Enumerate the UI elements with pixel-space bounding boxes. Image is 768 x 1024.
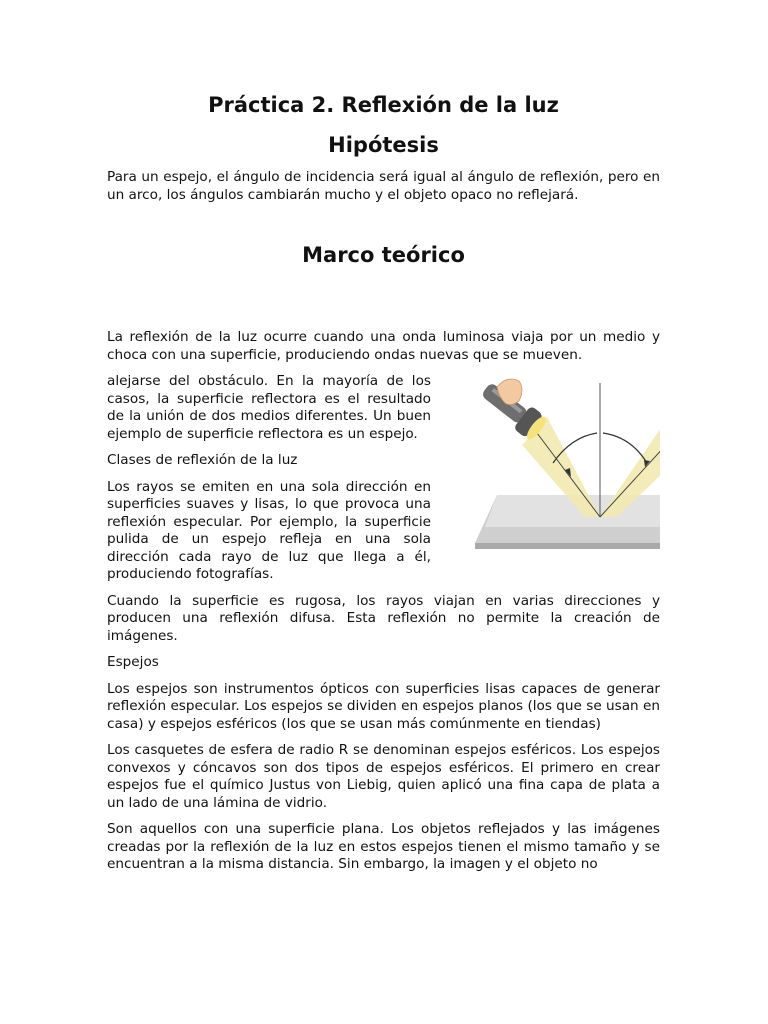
paragraph-reflective-surface: alejarse del obstáculo. En la mayoría de los casos, la superficie reflectora es el resultado de la unión de dos medios diferentes. Un buen ejemplo de superficie reflectora es un espejo.	[107, 373, 431, 442]
subheading-mirrors: Espejos	[107, 654, 159, 670]
subheading-reflection-types: Clases de reflexión de la luz	[107, 452, 298, 468]
theory-heading: Marco teórico	[302, 243, 465, 267]
paragraph-mirrors: Los espejos son instrumentos ópticos con superficies lisas capaces de generar reflexión especular. Los espejos se dividen en espejos planos (los que se usan en casa) y espejos esféricos (los que se usan más comúnmente en tiendas)	[107, 680, 660, 732]
hypothesis-heading: Hipótesis	[328, 133, 439, 157]
document-title: Práctica 2. Reflexión de la luz	[208, 93, 559, 117]
reflection-illustration	[467, 373, 660, 553]
paragraph-plane-mirrors: Son aquellos con una superficie plana. Los objetos reflejados y las imágenes creadas por la reflexión de la luz en estos espejos tienen el mismo tamaño y se encuentran a la misma distancia. Sin embargo, la imagen y el objeto no	[107, 821, 660, 872]
document-content	[107, 88, 660, 883]
paragraph-specular: Los rayos se emiten en una sola dirección en superficies suaves y lisas, lo que provoca una reflexión especular. Por ejemplo, la superficie pulida de un espejo refleja en una sola dirección cada rayo de luz que llega a él, produciendo fotografías.	[107, 478, 431, 582]
reflection-figure	[467, 373, 660, 553]
paragraph-intro: La reflexión de la luz ocurre cuando una onda luminosa viaja por un medio y choca con una superficie, produciendo ondas nuevas que se mueven.	[107, 329, 660, 363]
hypothesis-text: Para un espejo, el ángulo de incidencia será igual al ángulo de reflexión, pero en un arco, los ángulos cambiarán mucho y el objeto opaco no reflejará.	[107, 169, 660, 203]
paragraph-diffuse: Cuando la superficie es rugosa, los rayos viajan en varias direcciones y producen una reflexión difusa. Esta reflexión no permite la creación de imágenes.	[107, 592, 660, 644]
figure-section	[107, 373, 660, 593]
paragraph-spherical: Los casquetes de esfera de radio R se denominan espejos esféricos. Los espejos convexos y cóncavos son dos tipos de espejos esféricos. El primero en crear espejos fue el químico Justus von Liebig, quien aplicó una fina capa de plata a un lado de una lámina de vidrio.	[107, 742, 660, 811]
mirror-icon	[475, 495, 660, 549]
